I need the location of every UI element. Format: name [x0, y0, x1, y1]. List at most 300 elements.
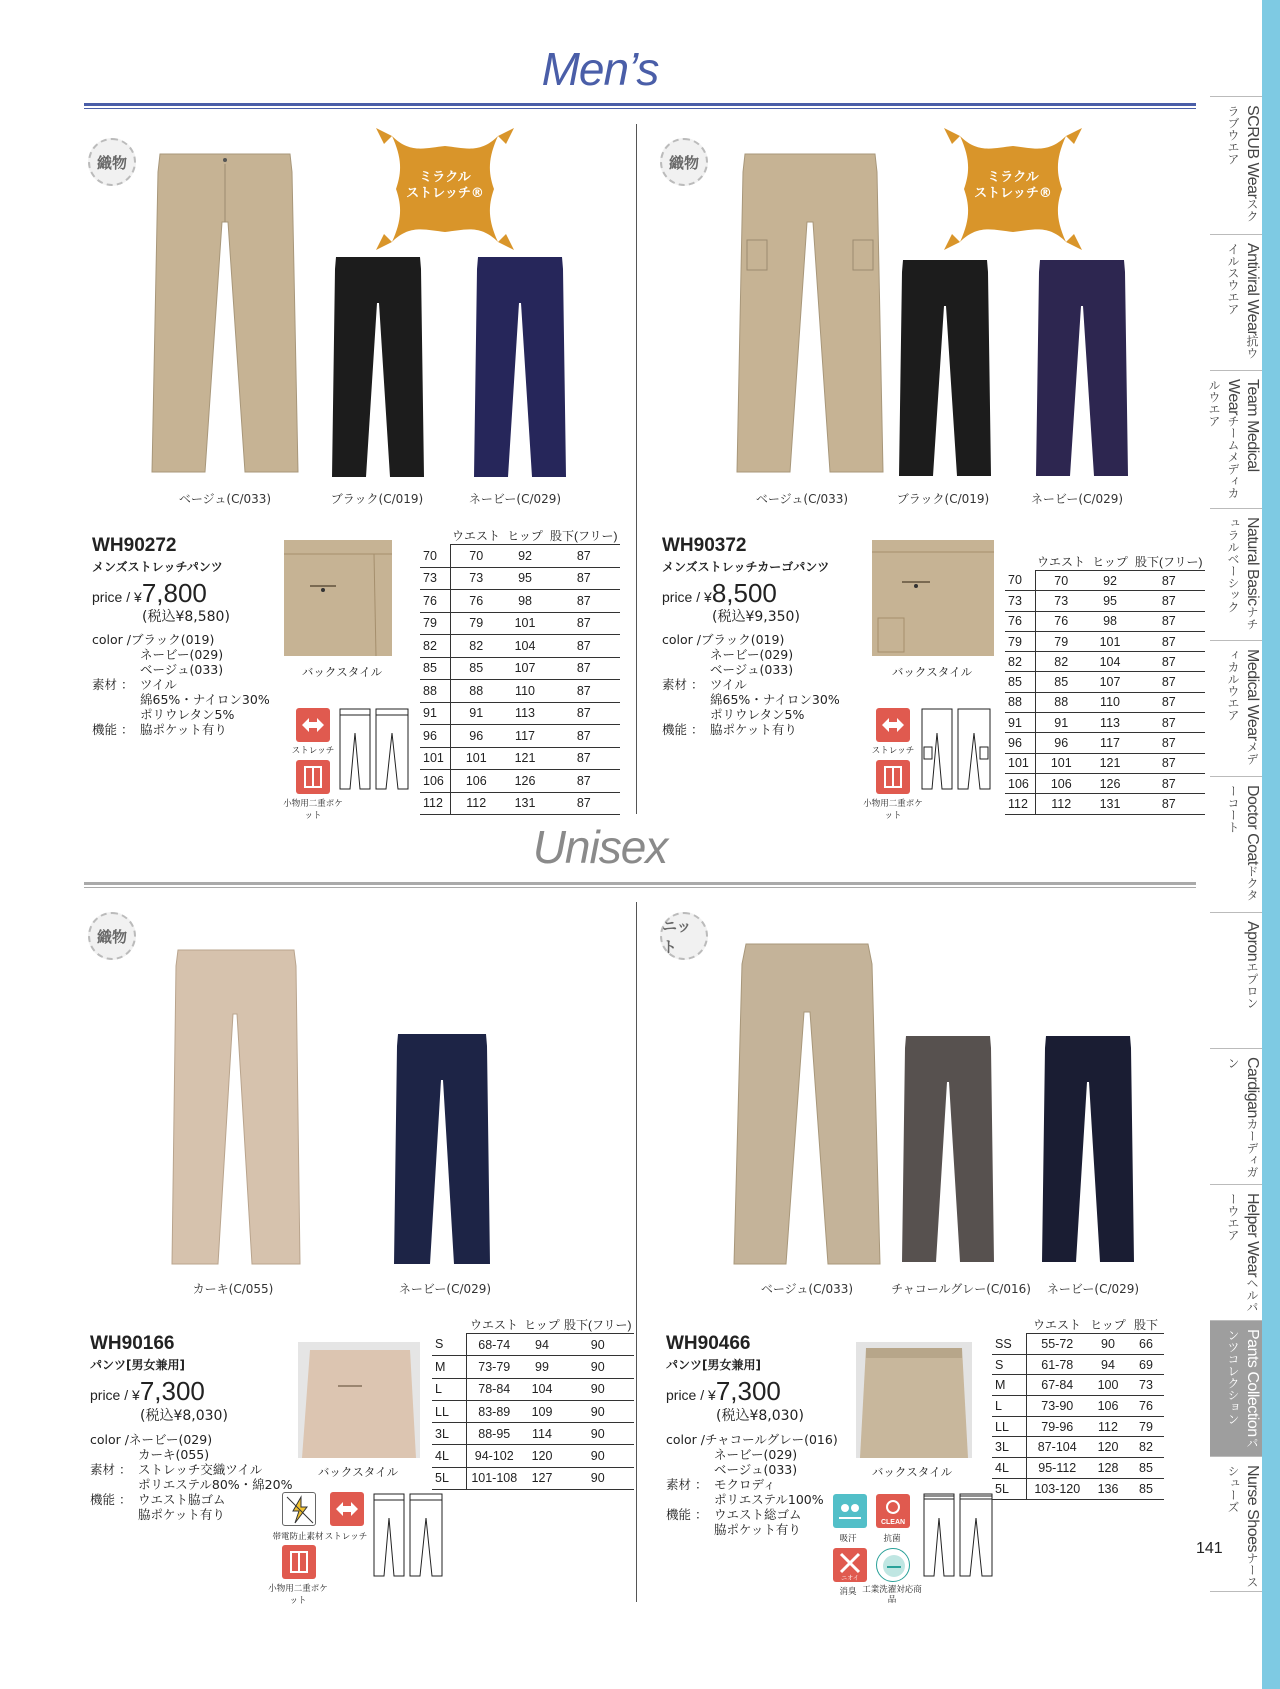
variant-label: ベージュ(C/033): [760, 1282, 854, 1296]
size-value: 76: [450, 590, 502, 613]
size-value: 85: [1128, 1478, 1164, 1499]
size-value: 100: [1088, 1375, 1128, 1396]
back-style-label: バックスタイル: [891, 665, 973, 679]
function-value: 脇ポケット有り: [138, 1507, 225, 1522]
size-row: [1005, 773, 1205, 793]
side-tab-natural-basic[interactable]: [1210, 508, 1262, 640]
size-label: 70: [1005, 571, 1035, 591]
tax-price: (税込¥8,030): [140, 1408, 228, 1424]
price-value: 7,800: [141, 578, 207, 608]
size-row: [992, 1478, 1164, 1499]
size-label: S: [432, 1334, 466, 1356]
icon-label: 帯電防止素材: [272, 1532, 324, 1542]
variant-label: カーキ(C/055): [192, 1282, 274, 1296]
size-label: 3L: [992, 1437, 1026, 1458]
tab-label-jp: エプロン: [1245, 961, 1259, 1010]
size-value: 73-90: [1026, 1396, 1088, 1417]
double-pocket-icon: [296, 760, 330, 794]
pants-line-drawing: [922, 1492, 994, 1578]
tab-label: Medical Wear: [1244, 649, 1261, 741]
size-row: [1005, 672, 1205, 692]
color-label: color /: [90, 1432, 129, 1447]
size-label: M: [432, 1356, 466, 1378]
tab-label: Apron: [1244, 921, 1261, 962]
size-value: 73: [450, 567, 502, 590]
material-value: 綿65%・ナイロン30%: [140, 692, 270, 707]
variant-label: ネービー(C/029): [1030, 492, 1124, 506]
size-value: 101: [1087, 631, 1133, 651]
pants-photo-navy: [1040, 1034, 1136, 1266]
size-value: 87: [548, 545, 620, 568]
side-tab-team-medical-wear[interactable]: [1207, 370, 1262, 506]
tab-label-jp: チームメディカルウエア: [1207, 379, 1240, 499]
size-value: 110: [1087, 692, 1133, 712]
size-value: 87: [1133, 631, 1205, 651]
section-rule: [84, 882, 1196, 888]
size-value: 104: [522, 1378, 562, 1400]
size-value: 79-96: [1026, 1416, 1088, 1437]
size-header: ウエスト: [1026, 1316, 1088, 1334]
size-row: [420, 725, 620, 748]
tab-label: Cardigan: [1244, 1057, 1261, 1118]
product-id: WH90272: [92, 535, 177, 556]
size-label: LL: [432, 1400, 466, 1422]
side-tab-scrub-wear[interactable]: [1210, 96, 1262, 224]
size-value: 76: [1128, 1396, 1164, 1417]
size-row: [432, 1423, 634, 1445]
badge-line2: ストレッチ®: [974, 186, 1052, 201]
pants-photo-navy: [1032, 258, 1132, 486]
color-value: ベージュ(033): [710, 662, 794, 677]
size-value: 92: [502, 545, 548, 568]
size-label: 106: [420, 770, 450, 793]
tab-label: Team Medical Wear: [1225, 379, 1261, 472]
color-label: color /: [92, 632, 131, 647]
size-value: 69: [1128, 1354, 1164, 1375]
clean-text: CLEAN: [880, 1519, 906, 1526]
size-value: 98: [502, 590, 548, 613]
material-value: ポリウレタン5%: [140, 707, 235, 722]
side-tab-pants-collection[interactable]: [1210, 1320, 1262, 1456]
price: [666, 1376, 781, 1407]
size-label: 4L: [432, 1445, 466, 1467]
size-table: [420, 527, 620, 815]
size-row: [420, 567, 620, 590]
size-value: 87: [1133, 773, 1205, 793]
product-id: WH90372: [662, 535, 747, 556]
pants-line-drawing: [920, 707, 992, 791]
size-value: 117: [1087, 733, 1133, 753]
size-value: 90: [562, 1334, 634, 1356]
size-value: 103-120: [1026, 1478, 1088, 1499]
icon-label: ストレッチ: [871, 746, 915, 756]
badge-line2: ストレッチ®: [406, 186, 484, 201]
fabric-badge: 織物: [88, 912, 136, 960]
tab-label: Doctor Coat: [1244, 785, 1261, 865]
size-label: 85: [1005, 672, 1035, 692]
variant-label: ベージュ(C/033): [178, 492, 272, 506]
side-tab-cardigan[interactable]: [1210, 1048, 1262, 1180]
size-value: 106: [1088, 1396, 1128, 1417]
size-value: 128: [1088, 1458, 1128, 1479]
stretch-icon: [876, 708, 910, 742]
tab-label-jp: パンツコレクション: [1226, 1329, 1259, 1449]
material-value: ポリウレタン5%: [710, 707, 805, 722]
side-tab-doctor-coat[interactable]: [1210, 776, 1262, 912]
size-value: 96: [450, 725, 502, 748]
badge-line1: ミラクル: [419, 170, 471, 185]
size-label: M: [992, 1375, 1026, 1396]
size-value: 79: [450, 612, 502, 635]
size-value: 55-72: [1026, 1334, 1088, 1355]
tax-price: (税込¥8,580): [142, 609, 230, 625]
size-row: [420, 680, 620, 703]
size-row: [1005, 591, 1205, 611]
product-spec: [90, 1432, 292, 1522]
color-value: ネービー(029): [128, 1432, 213, 1447]
size-value: 78-84: [466, 1378, 522, 1400]
size-label: 5L: [992, 1478, 1026, 1499]
miracle-stretch-badge: [370, 124, 520, 254]
size-label: 82: [420, 635, 450, 658]
back-style-label: バックスタイル: [301, 665, 383, 679]
material-value: 綿65%・ナイロン30%: [710, 692, 840, 707]
size-row: [992, 1375, 1164, 1396]
price: [90, 1376, 205, 1407]
size-value: 96: [1035, 733, 1087, 753]
tab-label-jp: ナースシューズ: [1226, 1465, 1259, 1588]
size-value: 87: [548, 567, 620, 590]
size-row: [420, 792, 620, 815]
size-row: [432, 1356, 634, 1378]
size-label: 91: [1005, 713, 1035, 733]
size-label: 4L: [992, 1458, 1026, 1479]
section-title-unisex: Unisex: [532, 821, 668, 873]
size-value: 61-78: [1026, 1354, 1088, 1375]
product-name: パンツ[男女兼用]: [90, 1358, 185, 1372]
pants-photo-beige: [732, 942, 882, 1270]
product-id: WH90466: [666, 1333, 751, 1354]
size-value: 85: [1128, 1458, 1164, 1479]
side-tab-nurse-shoes[interactable]: [1210, 1456, 1262, 1592]
tab-label-jp: ナチュラルベーシック: [1226, 517, 1259, 630]
size-value: 101: [450, 747, 502, 770]
tab-label-jp: ドクターコート: [1226, 785, 1259, 901]
size-value: 90: [562, 1467, 634, 1489]
product-id: WH90166: [90, 1333, 175, 1354]
size-header: ヒップ: [1088, 1316, 1128, 1334]
color-value: ベージュ(033): [140, 662, 224, 677]
size-value: 87: [1133, 571, 1205, 591]
antibacterial-icon: [876, 1494, 910, 1528]
variant-label: ブラック(C/019): [330, 492, 424, 506]
variant-label: ネービー(C/029): [1046, 1282, 1140, 1296]
size-value: 87: [548, 702, 620, 725]
size-value: 90: [562, 1378, 634, 1400]
size-value: 87: [1133, 611, 1205, 631]
tab-label-jp: カーディガン: [1226, 1057, 1259, 1178]
size-value: 98: [1087, 611, 1133, 631]
pants-photo-navy: [470, 255, 570, 485]
size-row: [432, 1378, 634, 1400]
size-value: 87: [1133, 591, 1205, 611]
size-header: 股下(フリー): [564, 1318, 632, 1332]
side-tab-helper-wear[interactable]: [1210, 1184, 1262, 1320]
size-value: 99: [522, 1356, 562, 1378]
size-label: 88: [420, 680, 450, 703]
icon-label: 工業洗濯対応商品: [862, 1585, 922, 1605]
size-value: 109: [522, 1400, 562, 1422]
variant-label: ネービー(C/029): [398, 1282, 492, 1296]
variant-label: チャコールグレー(C/016): [891, 1282, 1031, 1296]
price-prefix: price / ¥: [666, 1387, 716, 1403]
size-value: 114: [522, 1423, 562, 1445]
icon-label: ストレッチ: [291, 746, 335, 756]
material-value: モクロディ: [714, 1477, 776, 1492]
back-style-label: バックスタイル: [317, 1465, 399, 1479]
size-value: 82: [1035, 652, 1087, 672]
size-label: 112: [420, 792, 450, 815]
size-value: 87: [548, 635, 620, 658]
column-divider: [636, 902, 637, 1602]
fabric-badge: 織物: [660, 138, 708, 186]
size-value: 76: [1035, 611, 1087, 631]
size-value: 87: [548, 792, 620, 815]
fabric-badge: 織物: [88, 138, 136, 186]
color-value: ネービー(029): [140, 647, 224, 662]
size-value: 101: [502, 612, 548, 635]
icon-label: 吸汗: [839, 1534, 857, 1544]
size-row: [432, 1467, 634, 1489]
size-label: 106: [1005, 773, 1035, 793]
size-value: 117: [502, 725, 548, 748]
size-row: [420, 702, 620, 725]
size-label: 96: [1005, 733, 1035, 753]
size-value: 95: [1087, 591, 1133, 611]
size-value: 112: [1035, 794, 1087, 814]
size-label: 85: [420, 657, 450, 680]
size-value: 87: [548, 747, 620, 770]
size-row: [1005, 631, 1205, 651]
color-value: ブラック(019): [700, 632, 785, 647]
size-row: [992, 1437, 1164, 1458]
tax-price: (税込¥8,030): [716, 1408, 804, 1424]
material-value: ポリエステル100%: [714, 1492, 824, 1507]
size-label: 112: [1005, 794, 1035, 814]
size-value: 90: [562, 1423, 634, 1445]
pants-line-drawing: [338, 707, 410, 791]
size-row: [992, 1458, 1164, 1479]
size-value: 106: [450, 770, 502, 793]
odor-text: ニオイ: [841, 1575, 859, 1582]
size-value: 101-108: [466, 1467, 522, 1489]
material-value: ポリエステル80%・綿20%: [138, 1477, 293, 1492]
size-row: [1005, 611, 1205, 631]
size-value: 87: [1133, 692, 1205, 712]
tab-label: Natural Basic: [1244, 517, 1261, 606]
size-value: 87: [548, 770, 620, 793]
size-value: 90: [1088, 1334, 1128, 1355]
tab-label-jp: スクラブウエア: [1226, 105, 1259, 223]
price-prefix: price / ¥: [90, 1387, 140, 1403]
page-number: 141: [1196, 1540, 1223, 1557]
size-value: 87: [1133, 794, 1205, 814]
material-label: 素材 ：: [666, 1477, 708, 1492]
size-header: 股下(フリー): [1135, 555, 1203, 569]
tab-label: Nurse Shoes: [1244, 1465, 1261, 1552]
side-tab-medical-wear[interactable]: [1210, 640, 1262, 776]
size-row: [420, 747, 620, 770]
size-row: [1005, 794, 1205, 814]
material-label: 素材 ：: [92, 677, 134, 692]
pants-photo-beige: [735, 152, 885, 482]
size-row: [1005, 713, 1205, 733]
back-style-photo: [284, 540, 392, 656]
size-value: 121: [1087, 753, 1133, 773]
badge-line1: ミラクル: [987, 170, 1039, 185]
price-value: 8,500: [711, 578, 777, 608]
size-row: [992, 1416, 1164, 1437]
size-value: 87: [1133, 672, 1205, 692]
deodorant-icon: [833, 1548, 867, 1582]
size-row: [432, 1400, 634, 1422]
size-value: 87: [548, 590, 620, 613]
material-label: 素材 ：: [662, 677, 704, 692]
icon-label: 小物用二重ポケット: [268, 1584, 328, 1606]
pants-photo-beige: [150, 152, 300, 482]
product-spec: [666, 1432, 838, 1537]
size-label: LL: [992, 1416, 1026, 1437]
size-value: 73-79: [466, 1356, 522, 1378]
size-value: 94-102: [466, 1445, 522, 1467]
size-label: 79: [1005, 631, 1035, 651]
size-value: 94: [522, 1334, 562, 1356]
icon-label: 小物用二重ポケット: [283, 799, 343, 821]
size-value: 87: [548, 680, 620, 703]
size-value: 91: [450, 702, 502, 725]
size-row: [1005, 571, 1205, 591]
size-value: 110: [502, 680, 548, 703]
size-label: 70: [420, 545, 450, 568]
size-value: 112: [450, 792, 502, 815]
back-style-photo: [856, 1342, 972, 1458]
function-value: 脇ポケット有り: [710, 722, 797, 737]
price: [92, 578, 207, 609]
tab-label-jp: メディカルウエア: [1226, 649, 1259, 765]
price-value: 7,300: [139, 1376, 205, 1406]
function-value: ウエスト脇ゴム: [138, 1492, 226, 1507]
color-value: ネービー(029): [714, 1447, 798, 1462]
size-label: SS: [992, 1334, 1026, 1355]
product-name: メンズストレッチパンツ: [92, 560, 223, 574]
price-prefix: price / ¥: [662, 589, 712, 605]
price: [662, 578, 777, 609]
size-label: 79: [420, 612, 450, 635]
icon-label: 小物用二重ポケット: [863, 799, 923, 821]
size-row: [992, 1334, 1164, 1355]
tab-label: SCRUB Wear: [1244, 105, 1261, 199]
size-row: [432, 1445, 634, 1467]
miracle-stretch-badge: [938, 124, 1088, 254]
size-label: S: [992, 1354, 1026, 1375]
material-value: ストレッチ交織ツイル: [138, 1462, 263, 1477]
size-value: 73: [1035, 591, 1087, 611]
stretch-icon: [296, 708, 330, 742]
product-spec: [92, 632, 270, 737]
antistatic-icon: [282, 1492, 316, 1526]
function-value: 脇ポケット有り: [714, 1522, 801, 1537]
variant-label: ブラック(C/019): [896, 492, 990, 506]
size-label: 91: [420, 702, 450, 725]
function-value: ウエスト総ゴム: [714, 1507, 802, 1522]
size-header: ウエスト: [452, 529, 501, 543]
size-value: 88: [450, 680, 502, 703]
size-value: 79: [1128, 1416, 1164, 1437]
icon-label: 抗菌: [883, 1534, 901, 1544]
pants-photo-black: [895, 258, 995, 486]
industrial-wash-icon: [876, 1548, 910, 1582]
size-row: [1005, 652, 1205, 672]
size-row: [992, 1354, 1164, 1375]
size-row: [1005, 733, 1205, 753]
size-header: ウエスト: [466, 1316, 522, 1334]
tab-label: Helper Wear: [1244, 1193, 1261, 1278]
color-value: カーキ(055): [138, 1447, 210, 1462]
size-value: 104: [502, 635, 548, 658]
side-tab-apron[interactable]: [1210, 912, 1262, 1044]
size-table: [1005, 553, 1205, 815]
color-label: color /: [666, 1432, 705, 1447]
size-value: 87: [548, 657, 620, 680]
size-value: 82: [1128, 1437, 1164, 1458]
size-label: 5L: [432, 1467, 466, 1489]
size-value: 92: [1087, 571, 1133, 591]
size-label: L: [432, 1378, 466, 1400]
size-label: 96: [420, 725, 450, 748]
pants-line-drawing: [372, 1492, 444, 1578]
fabric-badge: ニット: [660, 912, 708, 960]
size-value: 68-74: [466, 1334, 522, 1356]
size-value: 95-112: [1026, 1458, 1088, 1479]
size-row: [420, 612, 620, 635]
size-value: 87-104: [1026, 1437, 1088, 1458]
color-label: color /: [662, 632, 701, 647]
size-value: 87: [1133, 733, 1205, 753]
size-row: [420, 545, 620, 568]
size-header: 股下: [1128, 1316, 1164, 1334]
material-label: 素材 ：: [90, 1462, 132, 1477]
variant-label: ネービー(C/029): [468, 492, 562, 506]
icon-label: 消臭: [839, 1587, 857, 1597]
side-tab-antiviral-wear[interactable]: [1210, 234, 1262, 362]
price-value: 7,300: [715, 1376, 781, 1406]
size-value: 90: [562, 1356, 634, 1378]
size-label: 101: [1005, 753, 1035, 773]
size-value: 70: [450, 545, 502, 568]
color-value: ネービー(029): [710, 647, 794, 662]
double-pocket-icon: [876, 760, 910, 794]
size-value: 136: [1088, 1478, 1128, 1499]
section-rule: [84, 103, 1196, 109]
size-row: [420, 590, 620, 613]
size-row: [420, 635, 620, 658]
function-label: 機能 ：: [90, 1492, 132, 1507]
stretch-icon: [330, 1492, 364, 1526]
size-label: 82: [1005, 652, 1035, 672]
product-name: パンツ[男女兼用]: [666, 1358, 761, 1372]
size-value: 90: [562, 1445, 634, 1467]
back-style-photo: [872, 540, 994, 656]
